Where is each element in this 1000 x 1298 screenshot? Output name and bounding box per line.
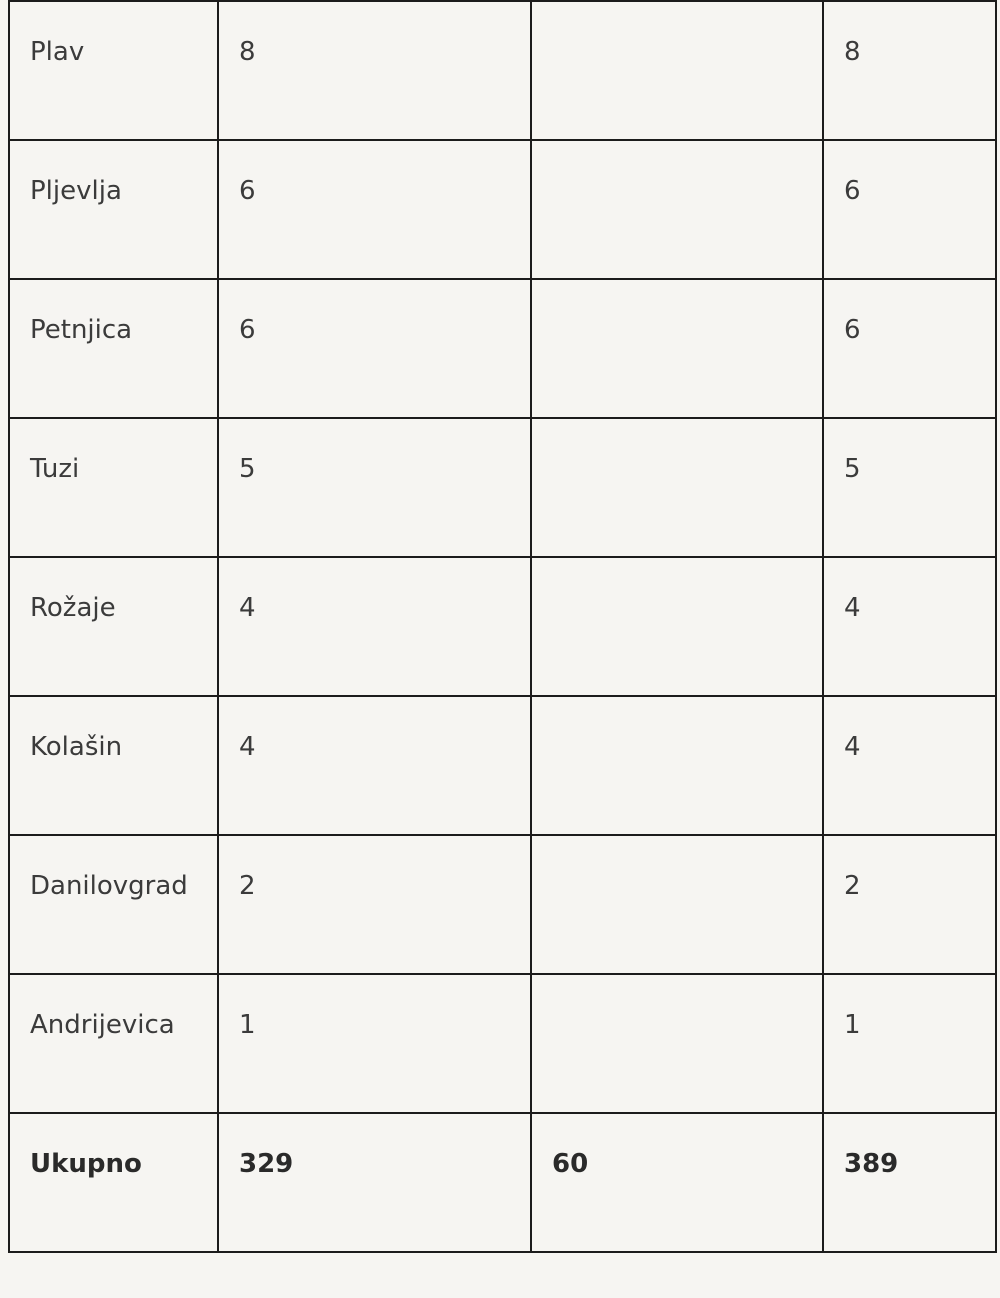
municipality-cell: Plav <box>9 1 218 140</box>
total-row <box>9 1113 996 1252</box>
table-row <box>9 835 996 974</box>
table-row <box>9 974 996 1113</box>
value-cell-3: 8 <box>823 1 996 140</box>
value-cell-3: 6 <box>823 140 996 279</box>
municipality-cell: Petnjica <box>9 279 218 418</box>
table-row <box>9 1 996 140</box>
value-cell-1: 5 <box>218 418 531 557</box>
value-cell-2 <box>531 835 823 974</box>
value-cell-2 <box>531 974 823 1113</box>
data-table <box>8 0 997 1253</box>
total-value-cell-3: 389 <box>823 1113 996 1252</box>
total-value-cell-2: 60 <box>531 1113 823 1252</box>
value-cell-2 <box>531 140 823 279</box>
municipality-cell: Danilovgrad <box>9 835 218 974</box>
total-label-cell: Ukupno <box>9 1113 218 1252</box>
table-row <box>9 140 996 279</box>
value-cell-1: 4 <box>218 696 531 835</box>
value-cell-1: 8 <box>218 1 531 140</box>
value-cell-1: 4 <box>218 557 531 696</box>
value-cell-1: 1 <box>218 974 531 1113</box>
value-cell-2 <box>531 1 823 140</box>
municipality-cell: Andrijevica <box>9 974 218 1113</box>
value-cell-3: 1 <box>823 974 996 1113</box>
value-cell-3: 4 <box>823 696 996 835</box>
value-cell-2 <box>531 696 823 835</box>
table-row <box>9 279 996 418</box>
table-row <box>9 418 996 557</box>
municipality-cell: Tuzi <box>9 418 218 557</box>
table-row <box>9 696 996 835</box>
value-cell-3: 5 <box>823 418 996 557</box>
table-row <box>9 557 996 696</box>
value-cell-2 <box>531 279 823 418</box>
municipality-cell: Kolašin <box>9 696 218 835</box>
value-cell-1: 2 <box>218 835 531 974</box>
municipality-cell: Pljevlja <box>9 140 218 279</box>
value-cell-1: 6 <box>218 140 531 279</box>
value-cell-1: 6 <box>218 279 531 418</box>
municipality-cell: Rožaje <box>9 557 218 696</box>
value-cell-2 <box>531 418 823 557</box>
value-cell-3: 4 <box>823 557 996 696</box>
total-value-cell-1: 329 <box>218 1113 531 1252</box>
value-cell-3: 2 <box>823 835 996 974</box>
value-cell-3: 6 <box>823 279 996 418</box>
value-cell-2 <box>531 557 823 696</box>
